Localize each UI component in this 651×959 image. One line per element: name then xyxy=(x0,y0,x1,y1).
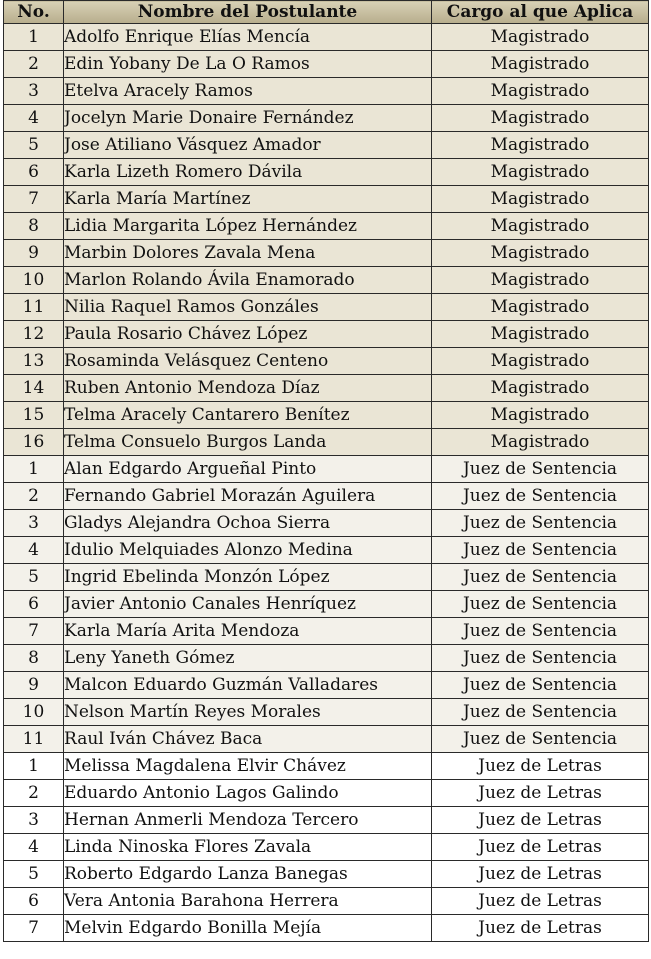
table-row xyxy=(4,861,649,888)
applicant-name: Melvin Edgardo Bonilla Mejía xyxy=(64,915,432,942)
row-number: 3 xyxy=(4,510,64,537)
row-number: 10 xyxy=(4,267,64,294)
position-applied: Magistrado xyxy=(432,240,649,267)
applicant-name: Linda Ninoska Flores Zavala xyxy=(64,834,432,861)
row-number: 14 xyxy=(4,375,64,402)
position-applied: Juez de Letras xyxy=(432,861,649,888)
row-number: 7 xyxy=(4,618,64,645)
position-applied: Juez de Sentencia xyxy=(432,618,649,645)
applicant-name: Jose Atiliano Vásquez Amador xyxy=(64,132,432,159)
position-applied: Juez de Sentencia xyxy=(432,537,649,564)
position-applied: Juez de Sentencia xyxy=(432,591,649,618)
table-row xyxy=(4,483,649,510)
row-number: 6 xyxy=(4,591,64,618)
position-applied: Juez de Letras xyxy=(432,888,649,915)
applicant-name: Melissa Magdalena Elvir Chávez xyxy=(64,753,432,780)
applicant-name: Karla Lizeth Romero Dávila xyxy=(64,159,432,186)
table-row xyxy=(4,753,649,780)
applicant-name: Telma Aracely Cantarero Benítez xyxy=(64,402,432,429)
table-row xyxy=(4,375,649,402)
applicant-name: Ruben Antonio Mendoza Díaz xyxy=(64,375,432,402)
row-number: 6 xyxy=(4,888,64,915)
applicant-name: Fernando Gabriel Morazán Aguilera xyxy=(64,483,432,510)
position-applied: Juez de Sentencia xyxy=(432,645,649,672)
position-applied: Magistrado xyxy=(432,78,649,105)
row-number: 3 xyxy=(4,807,64,834)
table-body xyxy=(4,24,649,942)
table-row xyxy=(4,537,649,564)
position-applied: Magistrado xyxy=(432,402,649,429)
table-row xyxy=(4,51,649,78)
applicant-name: Telma Consuelo Burgos Landa xyxy=(64,429,432,456)
table-row xyxy=(4,213,649,240)
position-applied: Magistrado xyxy=(432,294,649,321)
position-applied: Magistrado xyxy=(432,429,649,456)
table-row xyxy=(4,726,649,753)
row-number: 1 xyxy=(4,456,64,483)
row-number: 4 xyxy=(4,834,64,861)
applicant-name: Marbin Dolores Zavala Mena xyxy=(64,240,432,267)
applicant-name: Raul Iván Chávez Baca xyxy=(64,726,432,753)
applicant-name: Hernan Anmerli Mendoza Tercero xyxy=(64,807,432,834)
header-cargo: Cargo al que Aplica xyxy=(432,1,649,24)
header-name: Nombre del Postulante xyxy=(64,1,432,24)
row-number: 5 xyxy=(4,861,64,888)
table-row xyxy=(4,672,649,699)
table-row xyxy=(4,132,649,159)
row-number: 2 xyxy=(4,483,64,510)
applicants-table xyxy=(3,0,649,942)
table-row xyxy=(4,294,649,321)
position-applied: Juez de Sentencia xyxy=(432,699,649,726)
table-row xyxy=(4,105,649,132)
row-number: 16 xyxy=(4,429,64,456)
row-number: 1 xyxy=(4,753,64,780)
table-row xyxy=(4,240,649,267)
table-row xyxy=(4,699,649,726)
table-row xyxy=(4,618,649,645)
position-applied: Magistrado xyxy=(432,132,649,159)
row-number: 2 xyxy=(4,51,64,78)
table-row xyxy=(4,591,649,618)
header-no: No. xyxy=(4,1,64,24)
applicant-name: Karla María Martínez xyxy=(64,186,432,213)
table-row xyxy=(4,888,649,915)
table-row xyxy=(4,807,649,834)
position-applied: Magistrado xyxy=(432,24,649,51)
applicant-name: Roberto Edgardo Lanza Banegas xyxy=(64,861,432,888)
row-number: 11 xyxy=(4,294,64,321)
row-number: 1 xyxy=(4,24,64,51)
position-applied: Juez de Sentencia xyxy=(432,510,649,537)
applicant-name: Nilia Raquel Ramos Gonzáles xyxy=(64,294,432,321)
applicant-name: Alan Edgardo Argueñal Pinto xyxy=(64,456,432,483)
position-applied: Magistrado xyxy=(432,321,649,348)
position-applied: Juez de Sentencia xyxy=(432,672,649,699)
row-number: 6 xyxy=(4,159,64,186)
position-applied: Magistrado xyxy=(432,159,649,186)
applicant-name: Ingrid Ebelinda Monzón López xyxy=(64,564,432,591)
applicant-name: Adolfo Enrique Elías Mencía xyxy=(64,24,432,51)
row-number: 10 xyxy=(4,699,64,726)
applicant-name: Malcon Eduardo Guzmán Valladares xyxy=(64,672,432,699)
row-number: 9 xyxy=(4,672,64,699)
applicant-name: Eduardo Antonio Lagos Galindo xyxy=(64,780,432,807)
applicant-name: Karla María Arita Mendoza xyxy=(64,618,432,645)
position-applied: Magistrado xyxy=(432,186,649,213)
table-row xyxy=(4,510,649,537)
row-number: 8 xyxy=(4,213,64,240)
applicant-name: Paula Rosario Chávez López xyxy=(64,321,432,348)
table-row xyxy=(4,159,649,186)
row-number: 3 xyxy=(4,78,64,105)
table-row xyxy=(4,24,649,51)
position-applied: Magistrado xyxy=(432,51,649,78)
row-number: 8 xyxy=(4,645,64,672)
row-number: 9 xyxy=(4,240,64,267)
position-applied: Magistrado xyxy=(432,267,649,294)
applicant-name: Idulio Melquiades Alonzo Medina xyxy=(64,537,432,564)
row-number: 2 xyxy=(4,780,64,807)
applicant-name: Etelva Aracely Ramos xyxy=(64,78,432,105)
row-number: 5 xyxy=(4,132,64,159)
applicant-name: Nelson Martín Reyes Morales xyxy=(64,699,432,726)
position-applied: Magistrado xyxy=(432,213,649,240)
position-applied: Juez de Letras xyxy=(432,915,649,942)
table-row xyxy=(4,780,649,807)
table-row xyxy=(4,402,649,429)
position-applied: Magistrado xyxy=(432,105,649,132)
position-applied: Juez de Sentencia xyxy=(432,564,649,591)
table-row xyxy=(4,456,649,483)
applicant-name: Javier Antonio Canales Henríquez xyxy=(64,591,432,618)
position-applied: Juez de Sentencia xyxy=(432,456,649,483)
row-number: 12 xyxy=(4,321,64,348)
position-applied: Juez de Letras xyxy=(432,753,649,780)
position-applied: Juez de Sentencia xyxy=(432,483,649,510)
row-number: 4 xyxy=(4,105,64,132)
row-number: 13 xyxy=(4,348,64,375)
position-applied: Juez de Letras xyxy=(432,834,649,861)
table-row xyxy=(4,429,649,456)
row-number: 7 xyxy=(4,186,64,213)
table-row xyxy=(4,834,649,861)
table-row xyxy=(4,186,649,213)
position-applied: Magistrado xyxy=(432,375,649,402)
position-applied: Juez de Sentencia xyxy=(432,726,649,753)
row-number: 15 xyxy=(4,402,64,429)
table-row xyxy=(4,267,649,294)
row-number: 11 xyxy=(4,726,64,753)
row-number: 7 xyxy=(4,915,64,942)
applicant-name: Jocelyn Marie Donaire Fernández xyxy=(64,105,432,132)
table-row xyxy=(4,321,649,348)
table-row xyxy=(4,645,649,672)
applicant-name: Rosaminda Velásquez Centeno xyxy=(64,348,432,375)
header-row xyxy=(4,1,649,24)
table-row xyxy=(4,348,649,375)
row-number: 5 xyxy=(4,564,64,591)
applicant-name: Gladys Alejandra Ochoa Sierra xyxy=(64,510,432,537)
applicant-name: Lidia Margarita López Hernández xyxy=(64,213,432,240)
row-number: 4 xyxy=(4,537,64,564)
table-row xyxy=(4,78,649,105)
table-row xyxy=(4,564,649,591)
table-row xyxy=(4,915,649,942)
applicant-name: Leny Yaneth Gómez xyxy=(64,645,432,672)
position-applied: Juez de Letras xyxy=(432,780,649,807)
applicant-name: Edin Yobany De La O Ramos xyxy=(64,51,432,78)
applicant-name: Marlon Rolando Ávila Enamorado xyxy=(64,267,432,294)
position-applied: Magistrado xyxy=(432,348,649,375)
position-applied: Juez de Letras xyxy=(432,807,649,834)
applicant-name: Vera Antonia Barahona Herrera xyxy=(64,888,432,915)
